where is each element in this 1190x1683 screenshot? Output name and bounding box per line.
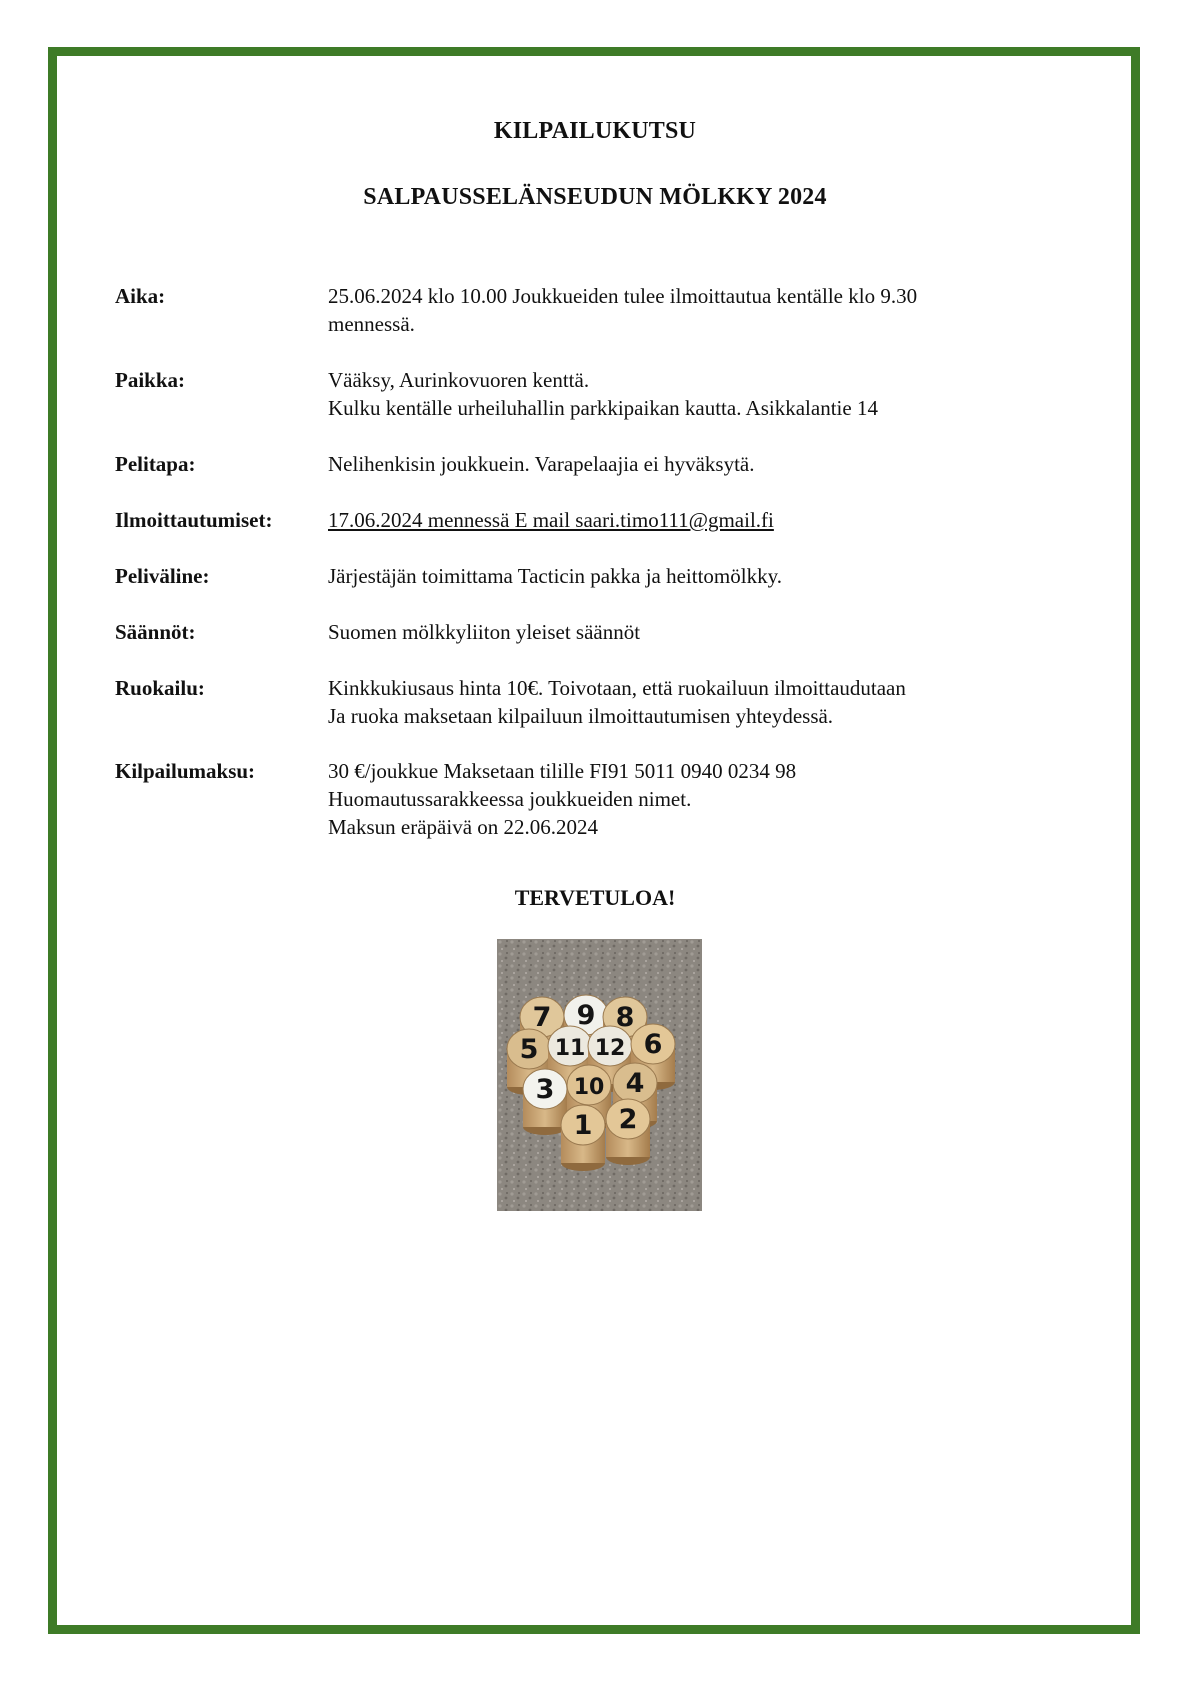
molkky-pin-3	[523, 1069, 567, 1135]
row-label: Pelitapa:	[115, 452, 196, 476]
row-line: Vääksy, Aurinkovuoren kenttä.	[328, 368, 590, 392]
row-line: Ja ruoka maksetaan kilpailuun ilmoittautumisen yhteydessä.	[328, 704, 834, 728]
pin-number: 12	[594, 1036, 626, 1061]
row-line: Kinkkukiusaus hinta 10€. Toivotaan, että ruokailuun ilmoittaudutaan	[328, 676, 906, 700]
row-value	[328, 757, 1088, 841]
molkky-photo	[497, 939, 702, 1211]
molkky-pin-1	[561, 1105, 605, 1171]
pin-number: 8	[615, 1002, 635, 1033]
pin-number: 9	[576, 1000, 596, 1031]
pin-number: 1	[573, 1110, 593, 1141]
document-title: KILPAILUKUTSU	[493, 118, 697, 144]
row-label: Ilmoittautumiset:	[115, 508, 273, 532]
pin-number: 7	[532, 1002, 552, 1033]
row-value	[328, 366, 1088, 422]
row-value	[328, 618, 1088, 646]
row-line: 30 €/joukkue Maksetaan tilille FI91 5011 0940 0234 98	[328, 759, 797, 783]
row-label: Paikka:	[115, 368, 186, 392]
row-value	[328, 562, 1088, 590]
row-label: Säännöt:	[115, 620, 196, 644]
row-label: Kilpailumaksu:	[115, 759, 256, 783]
pin-number: 2	[618, 1104, 638, 1135]
pin-number: 11	[554, 1036, 586, 1061]
row-line: Nelihenkisin joukkuein. Varapelaajia ei hyväksytä.	[328, 452, 755, 476]
pin-number: 4	[625, 1068, 645, 1099]
molkky-pin-2	[606, 1099, 650, 1165]
pin-number: 6	[643, 1029, 663, 1060]
pin-number: 5	[519, 1034, 539, 1065]
row-value	[328, 506, 1088, 534]
row-line: Järjestäjän toimittama Tacticin pakka ja heittomölkky.	[328, 564, 782, 588]
row-label: Ruokailu:	[115, 676, 205, 700]
row-value	[328, 450, 1088, 478]
row-label: Aika:	[115, 284, 166, 308]
row-label: Peliväline:	[115, 564, 210, 588]
document-subtitle: SALPAUSSELÄNSEUDUN MÖLKKY 2024	[363, 184, 827, 210]
row-line: Maksun eräpäivä on 22.06.2024	[328, 815, 599, 839]
row-line: 25.06.2024 klo 10.00 Joukkueiden tulee ilmoittautua kentälle klo 9.30	[328, 284, 918, 308]
row-line: Kulku kentälle urheiluhallin parkkipaikan kautta. Asikkalantie 14	[328, 396, 878, 420]
row-line: Huomautussarakkeessa joukkueiden nimet.	[328, 787, 692, 811]
row-line: Suomen mölkkyliiton yleiset säännöt	[328, 620, 641, 644]
welcome-heading: TERVETULOA!	[514, 885, 676, 910]
pin-number: 10	[573, 1075, 605, 1100]
row-value	[328, 674, 1088, 730]
row-value	[328, 282, 1088, 338]
row-line: mennessä.	[328, 312, 415, 336]
email-link[interactable]: 17.06.2024 mennessä E mail saari.timo111@gmail.fi	[328, 508, 774, 532]
pin-number: 3	[535, 1074, 555, 1105]
